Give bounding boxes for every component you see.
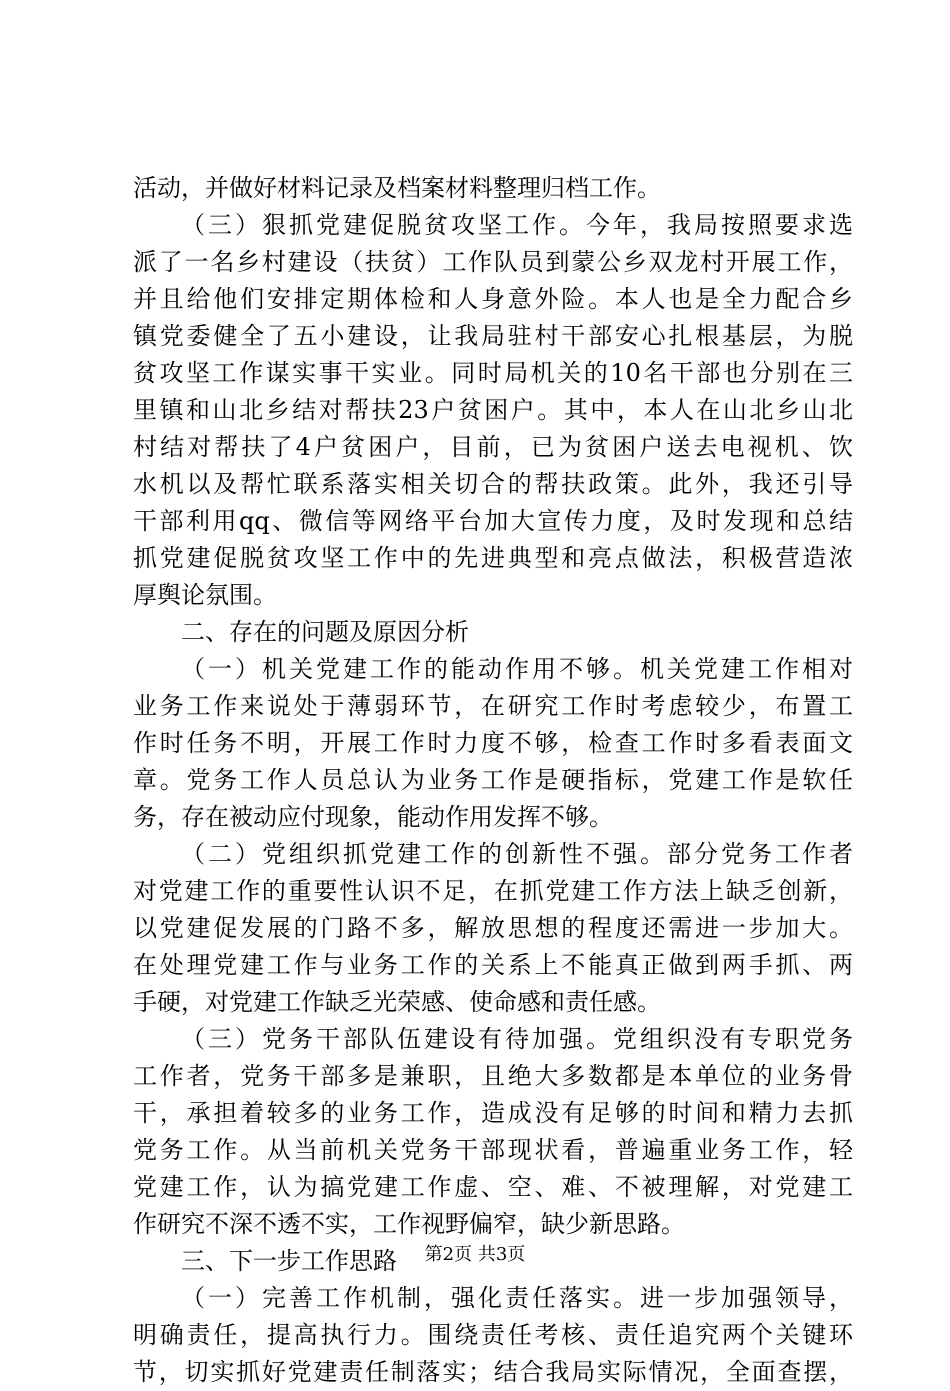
text-line: 活动，并做好材料记录及档案材料整理归档工作。 [133, 174, 661, 202]
text-line: 作时任务不明，开展工作时力度不够，检查工作时多看表面文 [133, 729, 853, 757]
text-line: （一）机关党建工作的能动作用不够。机关党建工作相对 [181, 655, 853, 683]
text-line: （三）狠抓党建促脱贫攻坚工作。今年，我局按照要求选 [181, 211, 853, 239]
text-line: 业务工作来说处于薄弱环节，在研究工作时考虑较少，布置工 [133, 692, 853, 720]
text-line: 镇党委健全了五小建设，让我局驻村干部安心扎根基层，为脱 [133, 322, 853, 350]
text-line: 手硬，对党建工作缺乏光荣感、使命感和责任感。 [133, 988, 661, 1016]
text-line: 三、下一步工作思路 [181, 1247, 397, 1275]
text-line: 工作者，党务干部多是兼职，且绝大多数都是本单位的业务骨 [133, 1062, 853, 1090]
text-line: 抓党建促脱贫攻坚工作中的先进典型和亮点做法，积极营造浓 [133, 544, 853, 572]
text-line: 二、存在的问题及原因分析 [181, 618, 469, 646]
text-line: 厚舆论氛围。 [133, 581, 277, 609]
text-line: 贫攻坚工作谋实事干实业。同时局机关的10名干部也分别在三 [133, 359, 853, 387]
text-line: （一）完善工作机制，强化责任落实。进一步加强领导， [181, 1284, 853, 1312]
text-line: 党务工作。从当前机关党务干部现状看，普遍重业务工作，轻 [133, 1136, 853, 1164]
text-line: 对党建工作的重要性认识不足，在抓党建工作方法上缺乏创新， [133, 877, 853, 905]
document-body [133, 170, 853, 1391]
text-line: 并且给他们安排定期体检和人身意外险。本人也是全力配合乡 [133, 285, 853, 313]
page-footer: 第2页 共3页 [424, 1244, 526, 1265]
text-line: 干，承担着较多的业务工作，造成没有足够的时间和精力去抓 [133, 1099, 853, 1127]
text-line: 派了一名乡村建设（扶贫）工作队员到蒙公乡双龙村开展工作， [133, 248, 853, 276]
text-line: 作研究不深不透不实，工作视野偏窄，缺少新思路。 [133, 1210, 685, 1238]
text-line: 党建工作，认为搞党建工作虚、空、难、不被理解，对党建工 [133, 1173, 853, 1201]
text-line: （三）党务干部队伍建设有待加强。党组织没有专职党务 [181, 1025, 853, 1053]
text-line: （二）党组织抓党建工作的创新性不强。部分党务工作者 [181, 840, 853, 868]
text-line: 村结对帮扶了4户贫困户，目前，已为贫困户送去电视机、饮 [133, 433, 853, 461]
text-line: 务，存在被动应付现象，能动作用发挥不够。 [133, 803, 613, 831]
text-line: 水机以及帮忙联系落实相关切合的帮扶政策。此外，我还引导 [133, 470, 853, 498]
text-line: 干部利用qq、微信等网络平台加大宣传力度，及时发现和总结 [133, 507, 853, 535]
text-line: 章。党务工作人员总认为业务工作是硬指标，党建工作是软任 [133, 766, 853, 794]
text-line: 明确责任，提高执行力。围绕责任考核、责任追究两个关键环 [133, 1321, 853, 1349]
text-line: 节，切实抓好党建责任制落实；结合我局实际情况，全面查摆， [133, 1358, 853, 1386]
text-line: 里镇和山北乡结对帮扶23户贫困户。其中，本人在山北乡山北 [133, 396, 853, 424]
text-line: 在处理党建工作与业务工作的关系上不能真正做到两手抓、两 [133, 951, 853, 979]
text-line: 以党建促发展的门路不多，解放思想的程度还需进一步加大。 [133, 914, 853, 942]
